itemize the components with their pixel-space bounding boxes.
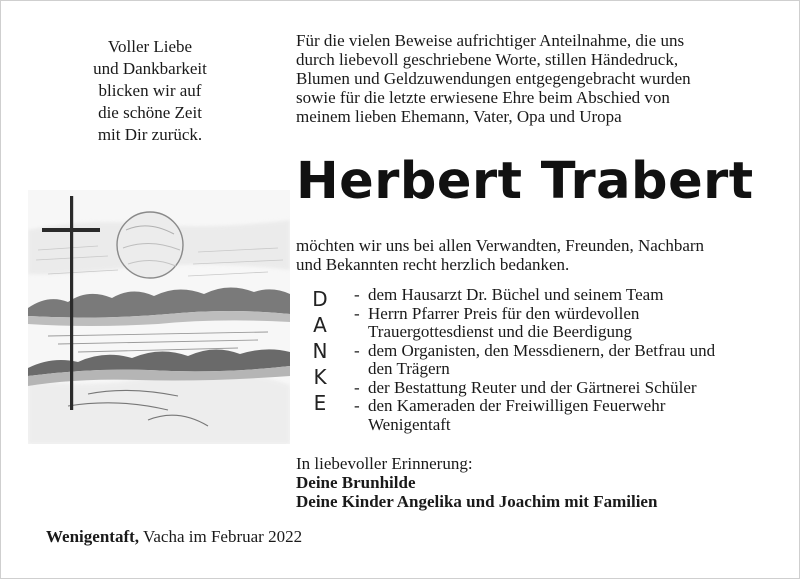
thanks-line: möchten wir uns bei allen Verwandten, Freunden, Nachbarn [296,236,705,255]
deceased-name: Herbert Trabert [296,152,754,211]
thanks-line: und Bekannten recht herzlich bedanken. [296,255,570,274]
intro-line: Für die vielen Beweise aufrichtiger Anteilnahme, die uns [296,31,685,50]
danke-letter: K [313,365,327,389]
intro-line: meinem lieben Ehemann, Vater, Opa und Uropa [296,107,622,126]
motto-line: Voller Liebe [107,37,193,56]
danke-letter: N [312,339,328,363]
list-item [354,397,774,434]
list-dash: - [354,340,360,360]
list-item [354,305,774,342]
danke-letter: E [313,391,327,415]
signatures [296,473,657,511]
thanks-text [296,236,766,274]
memory-line: In liebevoller Erinnerung: [296,454,473,473]
intro-line: durch liebevoll geschriebene Worte, stillen Händedruck, [296,50,679,69]
list-dash: - [354,396,360,415]
motto-line: und Dankbarkeit [93,59,207,78]
thanks-list [354,286,774,434]
list-item [354,379,774,398]
intro-text [296,31,776,126]
place-date [46,527,302,546]
moon-shape [117,212,183,278]
list-item-line: Herrn Pfarrer Preis für den würdevollen [368,303,640,323]
list-item-line: Trauergottesdienst und die Beerdigung [368,322,632,341]
signature-line: Deine Brunhilde [296,473,416,492]
list-item-line: dem Hausarzt Dr. Büchel und seinem Team [368,285,664,304]
list-dash: - [354,377,360,397]
danke-letter: A [313,313,327,337]
intro-line: sowie für die letzte erwiesene Ehre beim Abschied von [296,88,670,107]
place-town: Wenigentaft, [46,527,140,546]
list-item-line: der Bestattung Reuter und der Gärtnerei Schüler [368,377,697,397]
list-item-line: den Trägern [368,359,450,378]
list-dash: - [354,285,360,304]
list-item [354,342,774,379]
list-item-line: Wenigentaft [368,414,451,434]
motto-line: mit Dir zurück. [97,125,203,144]
motto-line: blicken wir auf [98,81,202,100]
list-item [354,286,774,305]
danke-letter: D [312,287,328,311]
list-item-line: dem Organisten, den Messdienern, der Betfrau und [368,340,716,360]
list-item-line: den Kameraden der Freiwilligen Feuerwehr [368,396,666,415]
danke-vertical [308,286,332,416]
intro-line: Blumen und Geldzuwendungen entgegengebracht wurden [296,69,691,88]
signature-line: Deine Kinder Angelika und Joachim mit Familien [296,492,658,511]
list-dash: - [354,303,360,323]
cross-landscape-icon [28,190,290,444]
motto-line: die schöne Zeit [98,103,202,122]
motto [70,36,230,146]
place-date-text: Vacha im Februar 2022 [139,527,303,546]
